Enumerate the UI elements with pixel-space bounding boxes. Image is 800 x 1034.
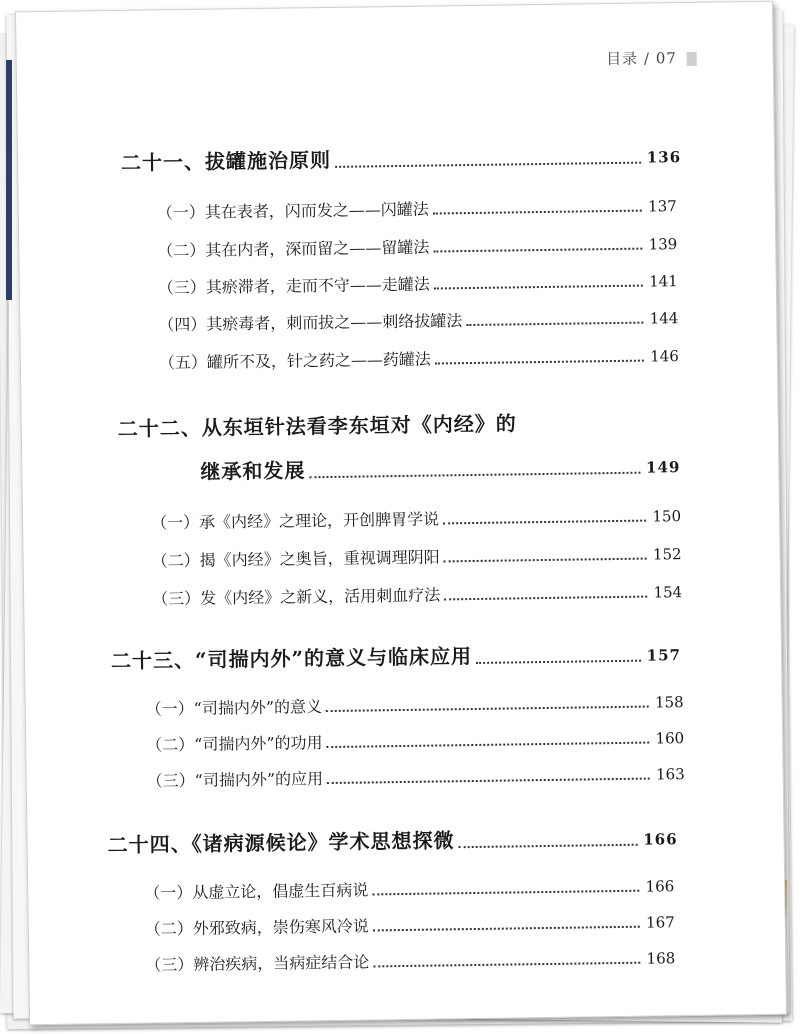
header-page-number: 07 bbox=[655, 49, 678, 68]
leader-dots bbox=[373, 962, 640, 968]
page-number: 163 bbox=[655, 765, 685, 784]
toc-section-entry bbox=[159, 343, 679, 373]
leader-dots bbox=[433, 210, 642, 215]
toc-section-entry bbox=[158, 268, 678, 298]
page-number: 136 bbox=[646, 148, 682, 167]
toc-page bbox=[15, 1, 787, 1025]
section-title: （二）其在内者，深而留之——留罐法 bbox=[157, 237, 430, 261]
header-separator: / bbox=[643, 49, 651, 68]
section-title: （一）从虚立论，倡虚生百病说 bbox=[144, 880, 369, 903]
toc-chapter-entry bbox=[111, 637, 681, 674]
page-number: 168 bbox=[646, 949, 676, 968]
chapter-title: 二十三、“司揣内外”的意义与临床应用 bbox=[110, 644, 473, 674]
page-number: 157 bbox=[646, 646, 682, 665]
section-title: （一）承《内经》之理论，开创脾胃学说 bbox=[150, 509, 440, 533]
page-number: 137 bbox=[647, 197, 677, 216]
leader-dots bbox=[372, 890, 639, 896]
page-number: 149 bbox=[645, 458, 681, 477]
leader-dots bbox=[326, 706, 649, 713]
toc-section-entry bbox=[146, 725, 684, 756]
page-number: 139 bbox=[648, 235, 678, 254]
page-number: 141 bbox=[649, 272, 678, 291]
chapter-title: 二十四、《诸病源候论》学术思想探微 bbox=[107, 828, 455, 858]
leader-dots bbox=[327, 742, 650, 749]
leader-dots bbox=[459, 844, 638, 848]
section-title: （二）揭《内经》之奥旨，重视调理阴阳 bbox=[151, 547, 440, 571]
leader-dots bbox=[434, 285, 643, 290]
toc-section-entry bbox=[151, 503, 681, 533]
chapter-title: 二十一、拔罐施治原则 bbox=[120, 147, 332, 175]
section-title: （一）“司揣内外”的意义 bbox=[145, 697, 323, 719]
chapter-title: 继承和发展 bbox=[200, 458, 306, 484]
leader-dots bbox=[466, 322, 643, 326]
table-of-contents bbox=[16, 2, 786, 1024]
page-number: 150 bbox=[652, 507, 682, 526]
page-number: 166 bbox=[643, 830, 678, 849]
toc-section-entry bbox=[145, 909, 675, 939]
section-title: （三）其瘀滞者，走而不守——走罐法 bbox=[157, 274, 430, 298]
page-number: 167 bbox=[645, 913, 675, 932]
leader-dots bbox=[327, 778, 650, 785]
toc-section-entry bbox=[152, 579, 682, 609]
page-number: 152 bbox=[652, 545, 682, 564]
toc-section-entry bbox=[146, 689, 684, 720]
leader-dots bbox=[444, 558, 647, 563]
section-title: （五）罐所不及，针之药之——药罐法 bbox=[158, 349, 432, 373]
toc-chapter-entry bbox=[107, 821, 677, 858]
toc-section-entry bbox=[157, 231, 677, 261]
leader-dots bbox=[309, 472, 640, 479]
page-number: 160 bbox=[655, 729, 685, 748]
page-number: 144 bbox=[649, 309, 679, 328]
toc-section-entry bbox=[157, 193, 677, 223]
toc-chapter-entry bbox=[200, 449, 680, 485]
leader-dots bbox=[335, 162, 641, 168]
leader-dots bbox=[476, 660, 641, 664]
section-title: （二）外邪致病，崇伤寒风冷说 bbox=[144, 916, 369, 939]
page-number: 154 bbox=[653, 583, 683, 602]
header-section: 目录 bbox=[606, 49, 639, 69]
toc-section-entry bbox=[144, 873, 674, 903]
page-number: 146 bbox=[650, 347, 679, 366]
toc-section-entry bbox=[145, 945, 675, 975]
chapter-title-line: 二十二、从东垣针法看李东垣对《内经》的 bbox=[117, 411, 517, 441]
leader-dots bbox=[443, 520, 646, 525]
leader-dots bbox=[433, 248, 642, 253]
page-number: 158 bbox=[654, 693, 684, 712]
leader-dots bbox=[444, 596, 647, 601]
section-title: （三）发《内经》之新义，活用刺血疗法 bbox=[152, 585, 441, 609]
book-cover-edge bbox=[6, 60, 12, 300]
toc-section-entry bbox=[151, 541, 681, 571]
toc-section-entry bbox=[147, 761, 685, 792]
page-number: 166 bbox=[645, 877, 675, 896]
section-title: （一）其在表者，闪而发之——闪罐法 bbox=[156, 199, 429, 223]
section-title: （二）“司揣内外”的功用 bbox=[146, 733, 323, 755]
section-title: （四）其瘀毒者，刺而拔之——刺络拔罐法 bbox=[158, 311, 463, 335]
leader-dots bbox=[373, 926, 640, 932]
section-title: （三）“司揣内外”的应用 bbox=[146, 769, 324, 791]
toc-section-entry bbox=[158, 305, 678, 335]
toc-chapter-entry bbox=[121, 139, 681, 176]
leader-dots bbox=[435, 360, 644, 365]
section-title: （三）辨治疾病，当病症结合论 bbox=[145, 952, 370, 975]
